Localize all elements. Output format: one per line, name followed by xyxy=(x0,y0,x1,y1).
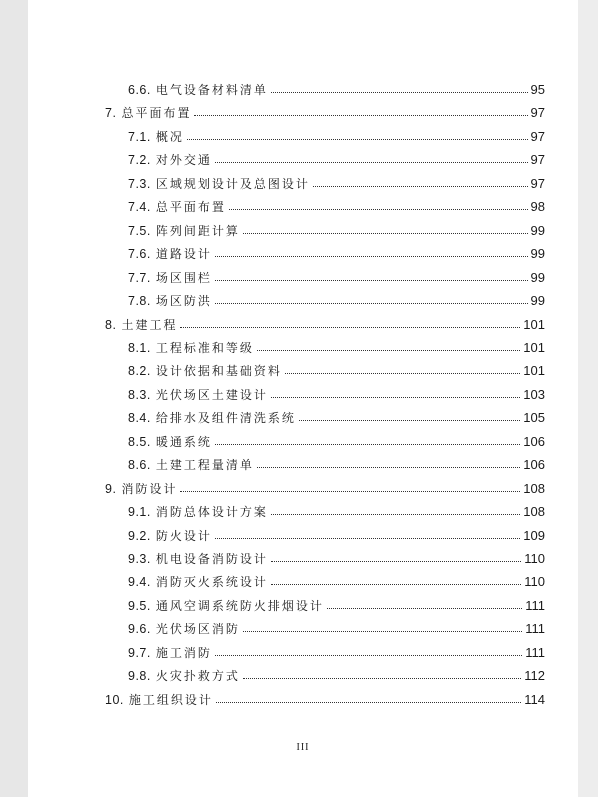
toc-entry-page: 95 xyxy=(530,82,545,97)
toc-entry[interactable] xyxy=(128,148,545,172)
toc-dot-leader xyxy=(243,630,522,632)
toc-entry-title: 火灾扑救方式 xyxy=(155,669,240,684)
toc-entry-page: 108 xyxy=(523,480,545,496)
toc-entry-title: 土建工程 xyxy=(121,317,178,332)
toc-dot-leader xyxy=(229,208,528,210)
document-page xyxy=(28,0,578,797)
toc-entry-number: 7.7. xyxy=(128,270,151,285)
toc-entry-number: 8.6. xyxy=(128,458,151,473)
toc-entry-title: 对外交通 xyxy=(155,153,212,168)
toc-entry-page: 106 xyxy=(523,433,545,449)
toc-entry[interactable] xyxy=(128,359,545,383)
toc-entry-number: 9.4. xyxy=(128,575,151,590)
toc-entry-page: 98 xyxy=(530,199,545,215)
toc-entry-title: 工程标准和等级 xyxy=(155,340,254,355)
toc-entry-page: 103 xyxy=(523,386,545,402)
toc-entry-title: 设计依据和基础资料 xyxy=(155,364,282,379)
toc-entry[interactable] xyxy=(128,266,545,290)
toc-entry-title: 光伏场区消防 xyxy=(155,622,240,637)
toc-entry-title: 土建工程量清单 xyxy=(155,458,254,473)
toc-entry-title: 给排水及组件清洗系统 xyxy=(155,411,296,426)
toc-entry-title: 通风空调系统防火排烟设计 xyxy=(155,598,324,613)
toc-entry[interactable] xyxy=(128,453,545,477)
toc-entry-number: 9.3. xyxy=(128,552,151,566)
toc-entry-page: 111 xyxy=(525,621,545,637)
toc-entry-title: 总平面布置 xyxy=(155,200,226,215)
toc-entry-page: 97 xyxy=(530,152,545,168)
toc-entry[interactable] xyxy=(128,570,545,594)
toc-entry-page: 110 xyxy=(524,574,545,590)
toc-entry-page: 101 xyxy=(523,316,545,332)
toc-entry-number: 7.3. xyxy=(128,176,151,191)
toc-entry-title: 道路设计 xyxy=(155,247,212,262)
toc-entry[interactable] xyxy=(128,242,545,266)
toc-entry-title: 机电设备消防设计 xyxy=(155,552,268,566)
toc-dot-leader xyxy=(243,232,528,234)
toc-entry[interactable] xyxy=(128,500,545,524)
toc-dot-leader xyxy=(313,185,528,187)
toc-entry[interactable] xyxy=(128,524,545,548)
toc-entry-title: 场区围栏 xyxy=(155,270,212,285)
toc-entry[interactable] xyxy=(128,406,545,430)
toc-entry-number: 7.5. xyxy=(128,223,151,238)
toc-entry-title: 概况 xyxy=(155,129,184,144)
toc-dot-leader xyxy=(215,302,528,304)
toc-entry-number: 7.8. xyxy=(128,294,151,309)
toc-dot-leader xyxy=(180,326,520,328)
toc-entry-number: 9.5. xyxy=(128,598,151,613)
toc-entry-page: 101 xyxy=(523,363,545,379)
toc-dot-leader xyxy=(271,560,521,562)
right-margin xyxy=(578,0,598,797)
toc-entry-number: 9. xyxy=(105,481,117,496)
toc-entry-title: 消防设计 xyxy=(121,481,178,496)
toc-entry[interactable] xyxy=(105,101,545,125)
toc-entry-number: 9.7. xyxy=(128,645,151,660)
toc-entry-page: 99 xyxy=(530,246,545,262)
toc-entry-title: 光伏场区土建设计 xyxy=(155,387,268,402)
toc-dot-leader xyxy=(180,490,520,492)
toc-entry-number: 9.8. xyxy=(128,669,151,684)
toc-dot-leader xyxy=(215,443,520,445)
toc-dot-leader xyxy=(194,114,527,116)
toc-entry-page: 97 xyxy=(530,128,545,144)
toc-entry[interactable] xyxy=(105,313,545,337)
toc-entry-title: 总平面布置 xyxy=(121,106,192,121)
toc-entry-title: 消防灭火系统设计 xyxy=(155,575,268,590)
toc-entry-number: 9.1. xyxy=(128,505,151,520)
toc-entry-page: 105 xyxy=(523,410,545,426)
toc-entry-page: 101 xyxy=(523,339,545,355)
toc-entry-page: 111 xyxy=(525,644,545,660)
toc-entry[interactable] xyxy=(128,664,545,688)
toc-entry-number: 9.6. xyxy=(128,622,151,637)
toc-entry[interactable] xyxy=(128,289,545,313)
toc-entry-page: 114 xyxy=(524,691,545,707)
toc-entry-number: 8.1. xyxy=(128,340,151,355)
toc-entry[interactable] xyxy=(128,547,545,571)
toc-entry-title: 施工消防 xyxy=(155,645,212,660)
toc-entry-number: 7.1. xyxy=(128,129,151,144)
toc-entry-number: 9.2. xyxy=(128,528,151,543)
toc-entry-title: 防火设计 xyxy=(155,528,212,543)
toc-entry-page: 109 xyxy=(523,527,545,543)
toc-entry-number: 7.4. xyxy=(128,200,151,215)
toc-dot-leader xyxy=(285,372,520,374)
toc-entry-number: 8.5. xyxy=(128,434,151,449)
toc-entry-number: 7.6. xyxy=(128,247,151,262)
toc-dot-leader xyxy=(215,279,528,281)
toc-entry[interactable] xyxy=(105,688,545,712)
toc-dot-leader xyxy=(299,419,520,421)
toc-dot-leader xyxy=(271,583,521,585)
toc-dot-leader xyxy=(216,701,521,703)
toc-dot-leader xyxy=(215,654,522,656)
toc-entry-number: 6.6. xyxy=(128,83,151,97)
toc-entry-title: 场区防洪 xyxy=(155,294,212,309)
toc-entry-page: 112 xyxy=(524,668,545,684)
toc-entry[interactable] xyxy=(128,383,545,407)
toc-entry-title: 消防总体设计方案 xyxy=(155,505,268,520)
toc-entry[interactable] xyxy=(105,477,545,501)
toc-entry-number: 8. xyxy=(105,317,117,332)
toc-entry[interactable] xyxy=(128,195,545,219)
page-number-footer: III xyxy=(296,742,310,753)
toc-entry-number: 7. xyxy=(105,106,117,121)
toc-dot-leader xyxy=(271,91,528,93)
toc-entry-page: 108 xyxy=(523,504,545,520)
toc-entry-title: 区域规划设计及总图设计 xyxy=(155,176,310,191)
toc-entry-number: 7.2. xyxy=(128,153,151,168)
toc-dot-leader xyxy=(215,161,528,163)
toc-entry-number: 8.2. xyxy=(128,364,151,379)
toc-entry-title: 阵列间距计算 xyxy=(155,223,240,238)
toc-entry-number: 8.4. xyxy=(128,411,151,426)
toc-dot-leader xyxy=(215,537,520,539)
toc-dot-leader xyxy=(257,466,520,468)
toc-dot-leader xyxy=(187,138,528,140)
toc-entry[interactable] xyxy=(128,219,545,243)
toc-entry[interactable] xyxy=(128,78,545,102)
toc-entry[interactable] xyxy=(128,594,545,618)
toc-entry-page: 97 xyxy=(530,105,545,121)
toc-entry-page: 111 xyxy=(525,597,545,613)
toc-entry-page: 97 xyxy=(530,175,545,191)
toc-entry-page: 99 xyxy=(530,293,545,309)
toc-entry-page: 99 xyxy=(530,222,545,238)
toc-entry[interactable] xyxy=(128,617,545,641)
toc-dot-leader xyxy=(271,513,520,515)
toc-entry[interactable] xyxy=(128,125,545,149)
toc-entry[interactable] xyxy=(128,172,545,196)
toc-entry-title: 电气设备材料清单 xyxy=(155,83,268,97)
toc-entry[interactable] xyxy=(128,336,545,360)
toc-entry[interactable] xyxy=(128,641,545,665)
toc-dot-leader xyxy=(215,255,528,257)
toc-entry-number: 10. xyxy=(105,692,124,707)
toc-entry-page: 106 xyxy=(523,457,545,473)
left-margin xyxy=(0,0,28,797)
toc-dot-leader xyxy=(257,349,520,351)
toc-entry-page: 110 xyxy=(524,551,545,566)
toc-entry-page: 99 xyxy=(530,269,545,285)
toc-entry[interactable] xyxy=(128,430,545,454)
toc-dot-leader xyxy=(327,607,522,609)
toc-entry-title: 施工组织设计 xyxy=(128,692,213,707)
toc-entry-number: 8.3. xyxy=(128,387,151,402)
toc-entry-title: 暖通系统 xyxy=(155,434,212,449)
toc-dot-leader xyxy=(271,396,520,398)
toc-dot-leader xyxy=(243,677,521,679)
